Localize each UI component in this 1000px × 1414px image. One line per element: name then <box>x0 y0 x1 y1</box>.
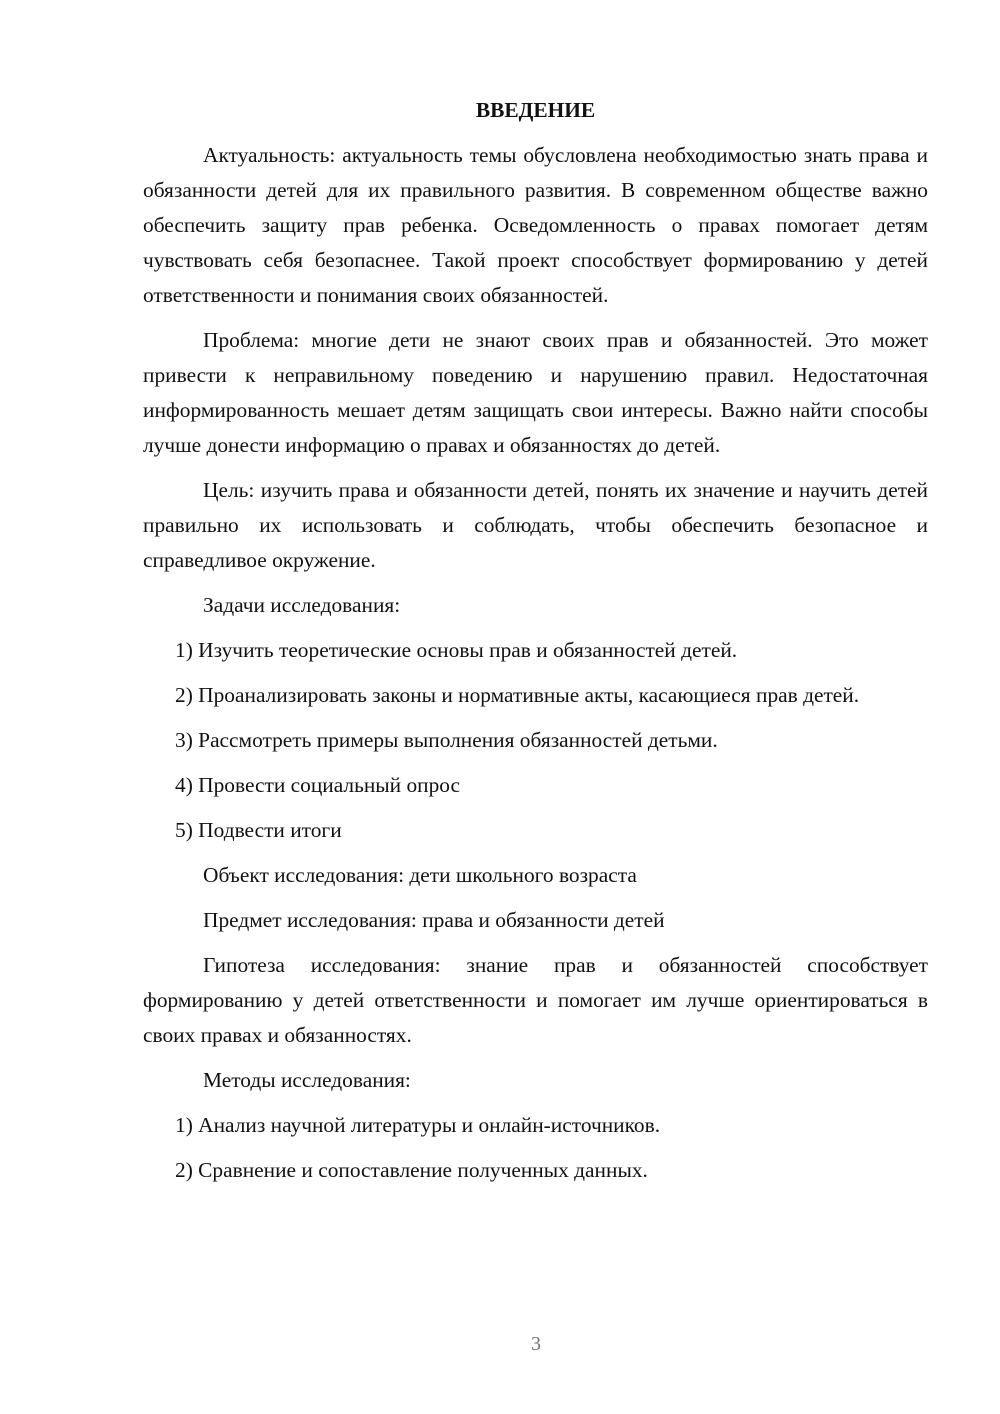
document-body <box>143 93 928 1198</box>
tasks-heading: Задачи исследования: <box>203 593 401 617</box>
method-item: 1) Анализ научной литературы и онлайн-источников. <box>175 1113 661 1137</box>
methods-list <box>143 1108 928 1188</box>
methods-heading: Методы исследования: <box>203 1068 411 1092</box>
problem-paragraph: Проблема: многие дети не знают своих прав и обязанностей. Это может привести к неправильному поведению и нарушению правил. Недостаточная информированность мешает детям защищать свои интересы. Важно найти способы лучше донести информацию о правах и обязанностях до детей. <box>143 328 928 457</box>
goal-paragraph: Цель: изучить права и обязанности детей, понять их значение и научить детей правильно их использовать и соблюдать, чтобы обеспечить безопасное и справедливое окружение. <box>143 478 928 572</box>
relevance-paragraph: Актуальность: актуальность темы обусловлена необходимостью знать права и обязанности детей для их правильного развития. В современном обществе важно обеспечить защиту прав ребенка. Осведомленность о правах помогает детям чувствовать себя безопаснее. Такой проект способствует формированию у детей ответственности и понимания своих обязанностей. <box>143 143 928 307</box>
tasks-list <box>143 633 928 848</box>
research-hypothesis: Гипотеза исследования: знание прав и обязанностей способствует формированию у детей ответственности и помогает им лучше ориентироваться в своих правах и обязанностях. <box>143 953 928 1047</box>
page-title: ВВЕДЕНИЕ <box>475 98 596 122</box>
task-item: 5) Подвести итоги <box>175 818 342 842</box>
research-object: Объект исследования: дети школьного возраста <box>203 863 637 887</box>
task-item: 1) Изучить теоретические основы прав и обязанностей детей. <box>175 638 738 662</box>
page-number: 3 <box>531 1333 541 1355</box>
task-item: 2) Проанализировать законы и нормативные акты, касающиеся прав детей. <box>175 683 860 707</box>
task-item: 3) Рассмотреть примеры выполнения обязанностей детьми. <box>175 728 718 752</box>
task-item: 4) Провести социальный опрос <box>175 773 461 797</box>
research-subject: Предмет исследования: права и обязанности детей <box>203 908 665 932</box>
method-item: 2) Сравнение и сопоставление полученных данных. <box>175 1158 648 1182</box>
